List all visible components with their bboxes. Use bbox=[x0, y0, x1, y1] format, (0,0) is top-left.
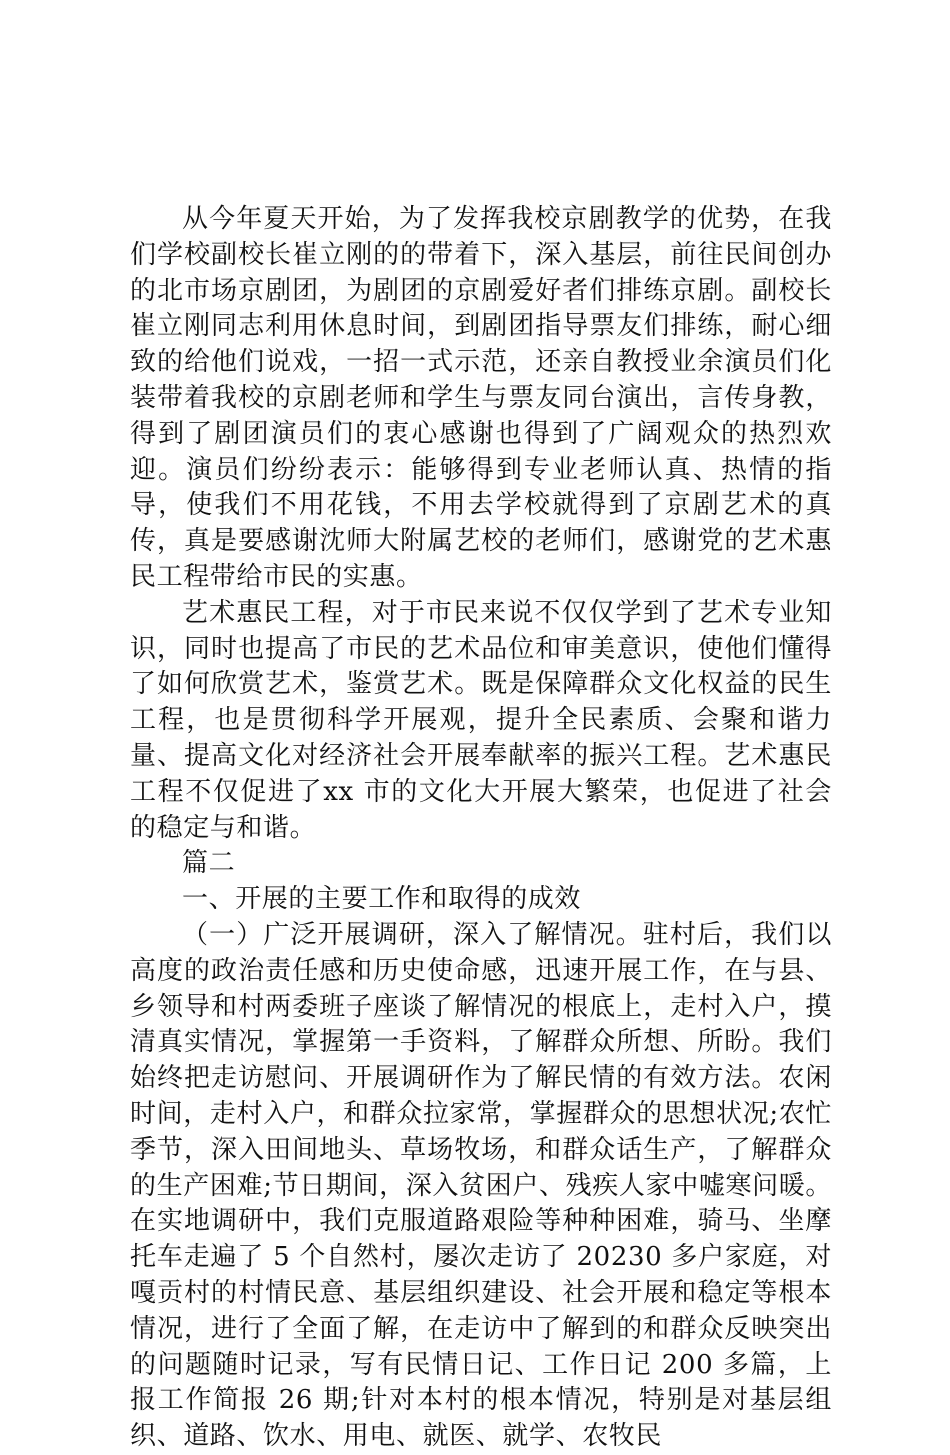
section-heading: 一、开展的主要工作和取得的成效 bbox=[182, 884, 582, 915]
paragraph-1: 从今年夏天开始，为了发挥我校京剧教学的优势，在我们学校副校长崔立刚的的带着下，深入基层，前往民间创办的北市场京剧团，为剧团的京剧爱好者们排练京剧。副校长崔立刚同志利用休息时间，到剧团指导票友们排练，耐心细致的给他们说戏，一招一式示范，还亲自教授业余演员们化装带着我校的京剧老师和学生与票友同台演出，言传身教，得到了剧团演员们的衷心感谢也得到了广阔观众的热烈欢迎。演员们纷纷表示：能够得到专业老师认真、热情的指导，使我们不用花钱，不用去学校就得到了京剧艺术的真传，真是要感谢沈师大附属艺校的老师们，感谢党的艺术惠民工程带给市民的实惠。 bbox=[130, 204, 832, 592]
document-body bbox=[130, 202, 832, 1455]
paragraph-3: （一）广泛开展调研，深入了解情况。驻村后，我们以高度的政治责任感和历史使命感，迅速开展工作，在与县、乡领导和村两委班子座谈了解情况的根底上，走村入户，摸清真实情况，掌握第一手资料，了解群众所想、所盼。我们始终把走访慰问、开展调研作为了解民情的有效方法。农闲时间，走村入户，和群众拉家常，掌握群众的思想状况;农忙季节，深入田间地头、草场牧场，和群众话生产，了解群众的生产困难;节日期间，深入贫困户、残疾人家中嘘寒问暖。在实地调研中，我们克服道路艰险等种种困难，骑马、坐摩托车走遍了 5 个自然村，屡次走访了 20230 多户家庭，对嘎贡村的村情民意、基层组织建设、社会开展和稳定等根本情况，进行了全面了解，在走访中了解到的和群众反映突出的问题随时记录，写有民情日记、工作日记 200 多篇，上报工作简报 26 期;针对本村的根本情况，特别是对基层组织、道路、饮水、用电、就医、就学、农牧民 bbox=[130, 919, 832, 1452]
section-label: 篇二 bbox=[182, 848, 236, 879]
paragraph-2: 艺术惠民工程，对于市民来说不仅仅学到了艺术专业知识，同时也提高了市民的艺术品位和审美意识，使他们懂得了如何欣赏艺术，鉴赏艺术。既是保障群众文化权益的民生工程，也是贯彻科学开展观，提升全民素质、会聚和谐力量、提高文化对经济社会开展奉献率的振兴工程。艺术惠民工程不仅促进了xx 市的文化大开展大繁荣，也促进了社会的稳定与和谐。 bbox=[130, 597, 832, 843]
